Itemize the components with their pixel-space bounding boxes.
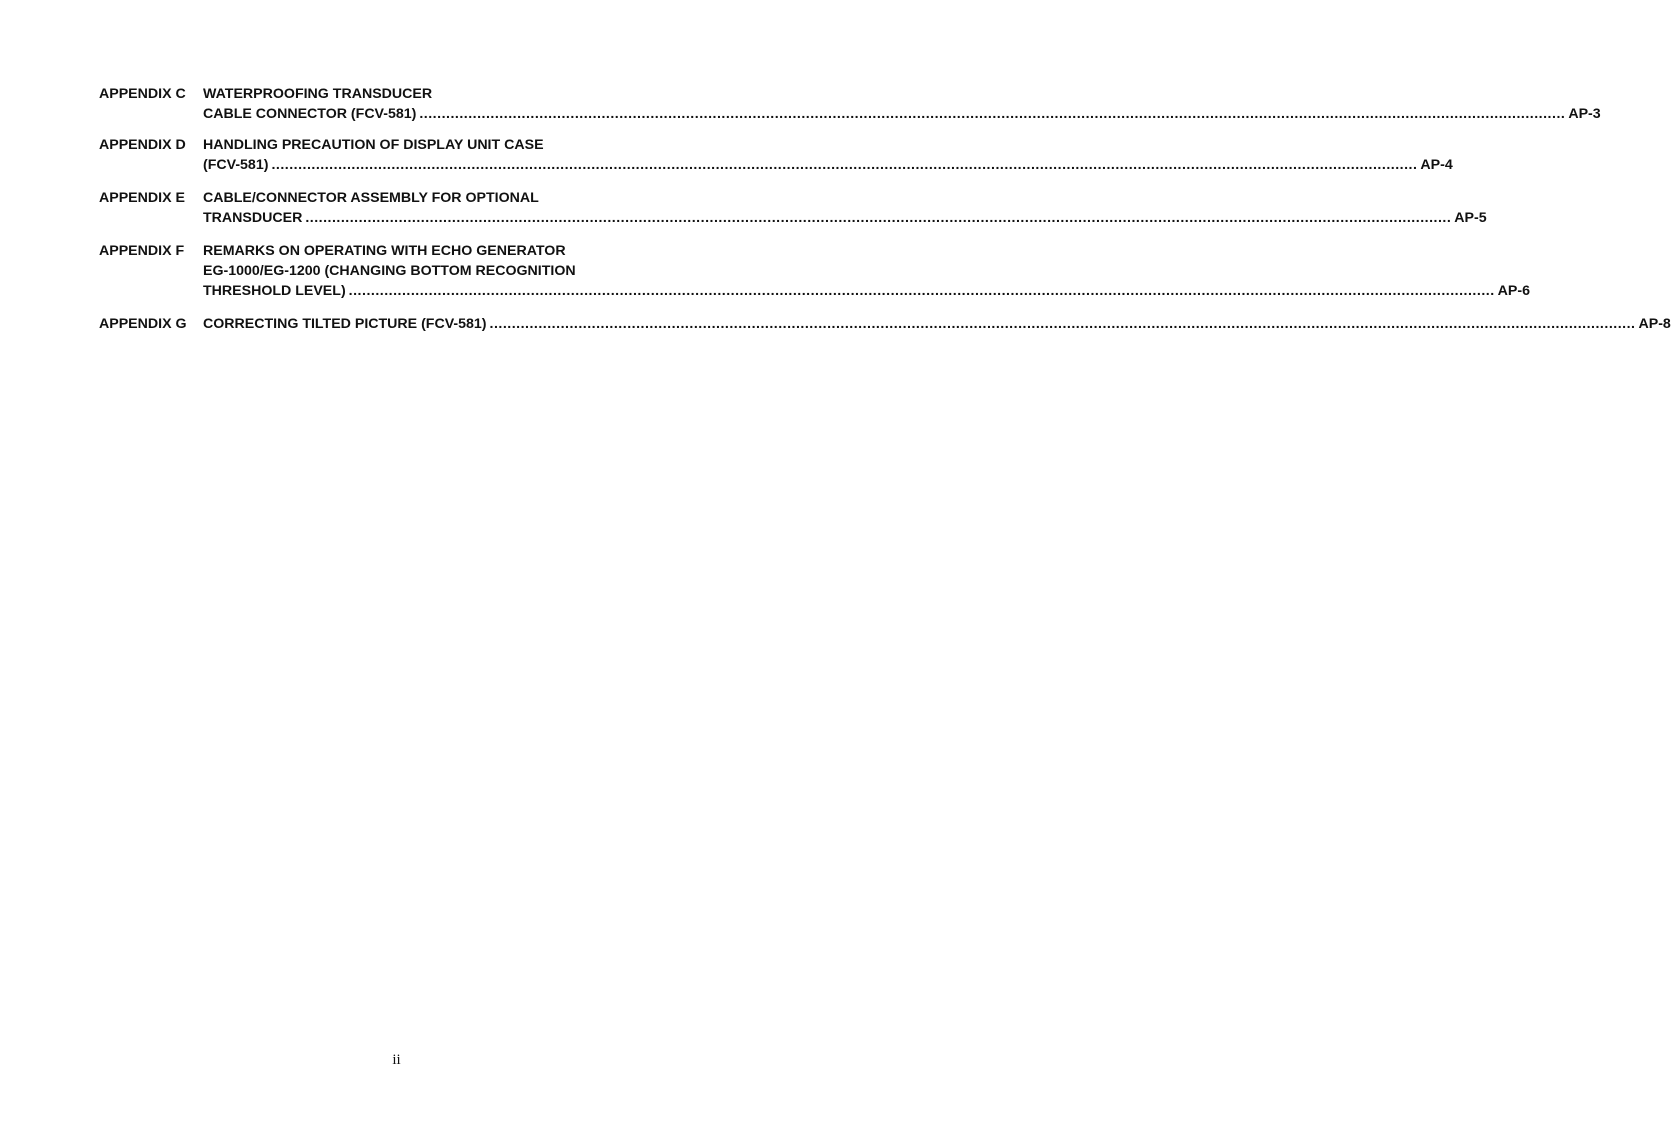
dot-leader — [349, 281, 1495, 301]
dot-leader — [305, 208, 1451, 228]
toc-entry-label: APPENDIX E — [99, 190, 185, 206]
toc-entry-title-line: WATERPROOFING TRANSDUCER — [203, 86, 433, 102]
toc-entry-appendix-g[interactable] — [99, 314, 1671, 334]
toc-entry-page: AP-8 — [1638, 316, 1671, 332]
toc-entry-title-line: THRESHOLD LEVEL) — [203, 283, 346, 299]
toc-entry-label: APPENDIX C — [99, 86, 186, 102]
toc-entry-title-line: (FCV-581) — [203, 157, 269, 173]
page-number: ii — [392, 1052, 401, 1068]
toc-entry-title-line: CORRECTING TILTED PICTURE (FCV-581) — [203, 316, 487, 332]
toc-entry-title-line: CABLE/CONNECTOR ASSEMBLY FOR OPTIONAL — [203, 190, 539, 206]
dot-leader — [419, 104, 1565, 124]
toc-entry-page: AP-6 — [1497, 283, 1530, 299]
toc-entry-title-line: REMARKS ON OPERATING WITH ECHO GENERATOR — [203, 243, 566, 259]
toc-entry-title-line: TRANSDUCER — [203, 210, 303, 226]
toc-entry-appendix-c[interactable] — [99, 84, 1601, 124]
toc-entry-title-line: CABLE CONNECTOR (FCV-581) — [203, 106, 417, 122]
toc-entry-appendix-f[interactable] — [99, 241, 1530, 301]
dot-leader — [490, 314, 1636, 334]
toc-entry-page: AP-5 — [1454, 210, 1487, 226]
toc-entry-appendix-e[interactable] — [99, 188, 1487, 228]
toc-entry-appendix-d[interactable] — [99, 135, 1453, 175]
toc-entry-label: APPENDIX D — [99, 137, 186, 153]
toc-entry-page: AP-3 — [1568, 106, 1601, 122]
toc-entry-title-line: HANDLING PRECAUTION OF DISPLAY UNIT CASE — [203, 137, 544, 153]
toc-entry-page: AP-4 — [1420, 157, 1453, 173]
toc-entry-label: APPENDIX G — [99, 316, 187, 332]
dot-leader — [271, 155, 1417, 175]
toc-entry-label: APPENDIX F — [99, 243, 185, 259]
toc-entry-title-line: EG-1000/EG-1200 (CHANGING BOTTOM RECOGNITION — [203, 263, 576, 279]
table-of-contents — [99, 84, 1671, 347]
